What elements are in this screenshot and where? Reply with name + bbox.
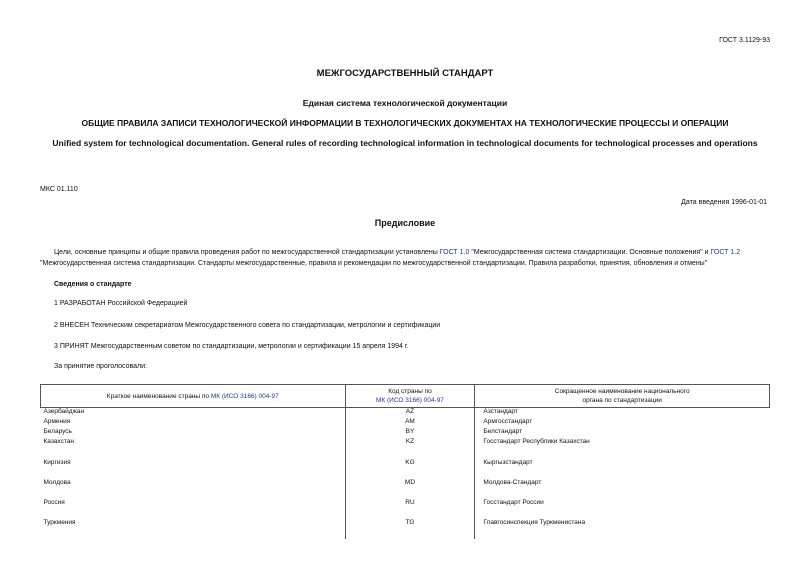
cell-code: AZ — [345, 408, 475, 418]
table-row — [41, 519, 770, 539]
cell-body: Армгосстандарт — [483, 417, 533, 425]
mk-iso-link-2[interactable]: МК (ИСО 3166) 004-97 — [376, 397, 444, 404]
header-body-line1: Сокращенное наименование национального — [554, 388, 690, 395]
info-heading: Сведения о стандарте — [54, 281, 132, 288]
preface-text-3: "Межгосударственная система стандартизации. Стандарты межгосударственные, правила и рекомендации по межгосударственной стандартизации. Правила разработки, принятия, обновления и отмены" — [40, 259, 708, 267]
table-row — [41, 438, 770, 459]
info-item-4: За принятие проголосовали: — [54, 363, 147, 370]
table-row — [41, 418, 770, 428]
document-code: ГОСТ 3.1129-93 — [719, 37, 770, 44]
cell-country: Россия — [43, 498, 65, 506]
standard-type: МЕЖГОСУДАРСТВЕННЫЙ СТАНДАРТ — [316, 68, 494, 79]
preface-text-1: Цели, основные принципы и общие правила проведения работ по межгосударственной стандартизации установлены — [54, 249, 440, 256]
mks-code: МКС 01.110 — [40, 186, 78, 193]
intro-date: Дата введения 1996-01-01 — [681, 199, 767, 206]
header-code — [345, 385, 475, 408]
cell-country: Азербайджан — [43, 408, 85, 415]
table-row — [41, 479, 770, 499]
document-title-en: Unified system for technological documentation. General rules of recording technological information in technological documents for technological processes and operations — [52, 138, 758, 148]
info-item-2: 2 ВНЕСЕН Техническим секретариатом Межгосударственного совета по стандартизации, метрологии и сертификации — [54, 322, 441, 329]
cell-body: Молдова-Стандарт — [483, 478, 542, 486]
cell-country: Беларусь — [43, 427, 72, 435]
document-title-ru: ОБЩИЕ ПРАВИЛА ЗАПИСИ ТЕХНОЛОГИЧЕСКОЙ ИНФОРМАЦИИ В ТЕХНОЛОГИЧЕСКИХ ДОКУМЕНТАХ НА ТЕХНОЛОГИЧЕСКИЕ ПРОЦЕССЫ И ОПЕРАЦИИ — [81, 118, 729, 128]
header-code-text: Код страны по — [388, 388, 432, 395]
cell-code: BY — [345, 428, 475, 438]
table-row — [41, 499, 770, 519]
voting-table — [40, 384, 770, 539]
cell-country: Молдова — [43, 478, 71, 486]
preface-heading: Предисловие — [374, 218, 436, 228]
cell-body: Кыргызстандарт — [483, 458, 533, 466]
header-body — [475, 385, 770, 408]
table-row — [41, 408, 770, 418]
cell-code: RU — [345, 499, 475, 519]
table-header-row — [41, 385, 770, 408]
header-country — [41, 385, 346, 408]
system-title: Единая система технологической документации — [302, 98, 508, 108]
preface-text-2: "Межгосударственная система стандартизации. Основные положения" и — [469, 249, 711, 256]
cell-country: Казахстан — [43, 437, 74, 445]
cell-country: Киргизия — [43, 458, 71, 466]
cell-code: KG — [345, 459, 475, 479]
cell-code: KZ — [345, 438, 475, 459]
header-country-text: Краткое наименование страны по — [106, 392, 211, 400]
table-row — [41, 459, 770, 479]
cell-code: MD — [345, 479, 475, 499]
cell-country: Туркмения — [43, 518, 76, 526]
cell-body: Госстандарт России — [483, 498, 544, 506]
cell-code: TG — [345, 519, 475, 539]
cell-body: Азстандарт — [483, 408, 518, 415]
table-row — [41, 428, 770, 438]
header-body-line2: органа по стандартизации — [582, 397, 662, 404]
info-item-3: 3 ПРИНЯТ Межгосударственным советом по стандартизации, метрологии и сертификации 15 апреля 1994 г. — [54, 343, 409, 350]
mk-iso-link-1[interactable]: МК (ИСО 3166) 004-97 — [210, 392, 279, 400]
preface-paragraph — [40, 248, 775, 269]
cell-body: Главгосинспекция Туркменистана — [483, 518, 586, 526]
gost-1-2-link[interactable]: ГОСТ 1.2 — [710, 249, 741, 256]
info-item-1: 1 РАЗРАБОТАН Российской Федерацией — [54, 300, 188, 307]
cell-body: Белстандарт — [483, 427, 523, 435]
cell-country: Армения — [43, 417, 71, 425]
cell-code: AM — [345, 418, 475, 428]
gost-1-0-link[interactable]: ГОСТ 1.0 — [439, 249, 470, 256]
cell-body: Госстандарт Республики Казахстан — [483, 437, 590, 445]
